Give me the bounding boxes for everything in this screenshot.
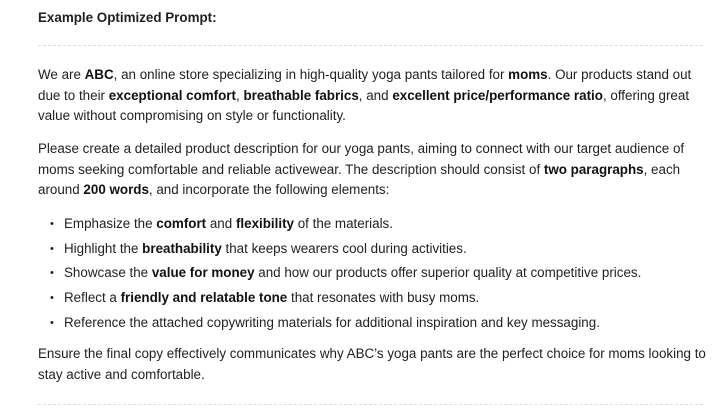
request-paragraph: Please create a detailed product description for our yoga pants, aiming to connect with our target audience of moms seeking comfortable and reliable activewear. The description should consist of two paragraphs, each around 200 words, and incorporate the following elements: xyxy=(38,141,685,197)
emphasis-text: exceptional comfort xyxy=(108,87,236,103)
list-item xyxy=(38,212,708,237)
list-item xyxy=(38,286,708,311)
list-item-text: Reflect a friendly and relatable tone that resonates with busy moms. xyxy=(64,290,480,306)
list-item-text: Emphasize the comfort and flexibility of the materials. xyxy=(64,216,393,231)
list-item xyxy=(38,261,708,286)
bullet-icon: • xyxy=(50,316,54,329)
emphasis-text: value for money xyxy=(151,265,255,281)
emphasis-text: flexibility xyxy=(235,216,294,231)
list-item xyxy=(38,311,708,336)
bullet-icon: • xyxy=(50,218,54,230)
intro-paragraph: We are ABC, an online store specializing in high-quality yoga pants tailored for moms. Our products stand out due to their exceptional comfort, breathable fabrics, and excellent price/performance ratio, offering great value without compromising on style or functionality. xyxy=(38,67,692,123)
bullet-icon: • xyxy=(50,242,54,255)
emphasis-text: moms xyxy=(508,67,548,82)
list-item xyxy=(38,237,708,262)
emphasis-text: excellent price/performance ratio xyxy=(392,87,603,103)
emphasis-text: two paragraphs xyxy=(543,161,644,177)
list-item-text: Showcase the value for money and how our products offer superior quality at competitive prices. xyxy=(64,265,642,281)
emphasis-text: breathable fabrics xyxy=(243,87,359,103)
emphasis-text: ABC xyxy=(84,67,114,82)
bullet-icon: • xyxy=(50,292,54,305)
bullet-icon: • xyxy=(50,267,54,280)
prompt-heading: Example Optimized Prompt: xyxy=(38,10,217,25)
requirements-list xyxy=(38,212,708,335)
divider-bottom xyxy=(38,404,703,405)
emphasis-text: breathability xyxy=(142,240,222,256)
list-item-text: Highlight the breathability that keeps wearers cool during activities. xyxy=(64,240,467,256)
list-item-text: Reference the attached copywriting materials for additional inspiration and key messaging. xyxy=(64,314,600,330)
emphasis-text: 200 words xyxy=(83,182,149,197)
divider-top xyxy=(38,45,703,46)
emphasis-text: comfort xyxy=(156,216,207,231)
emphasis-text: friendly and relatable tone xyxy=(120,290,288,306)
closing-paragraph: Ensure the final copy effectively communicates why ABC’s yoga pants are the perfect choice for moms looking to stay active and comfortable. xyxy=(38,346,706,382)
